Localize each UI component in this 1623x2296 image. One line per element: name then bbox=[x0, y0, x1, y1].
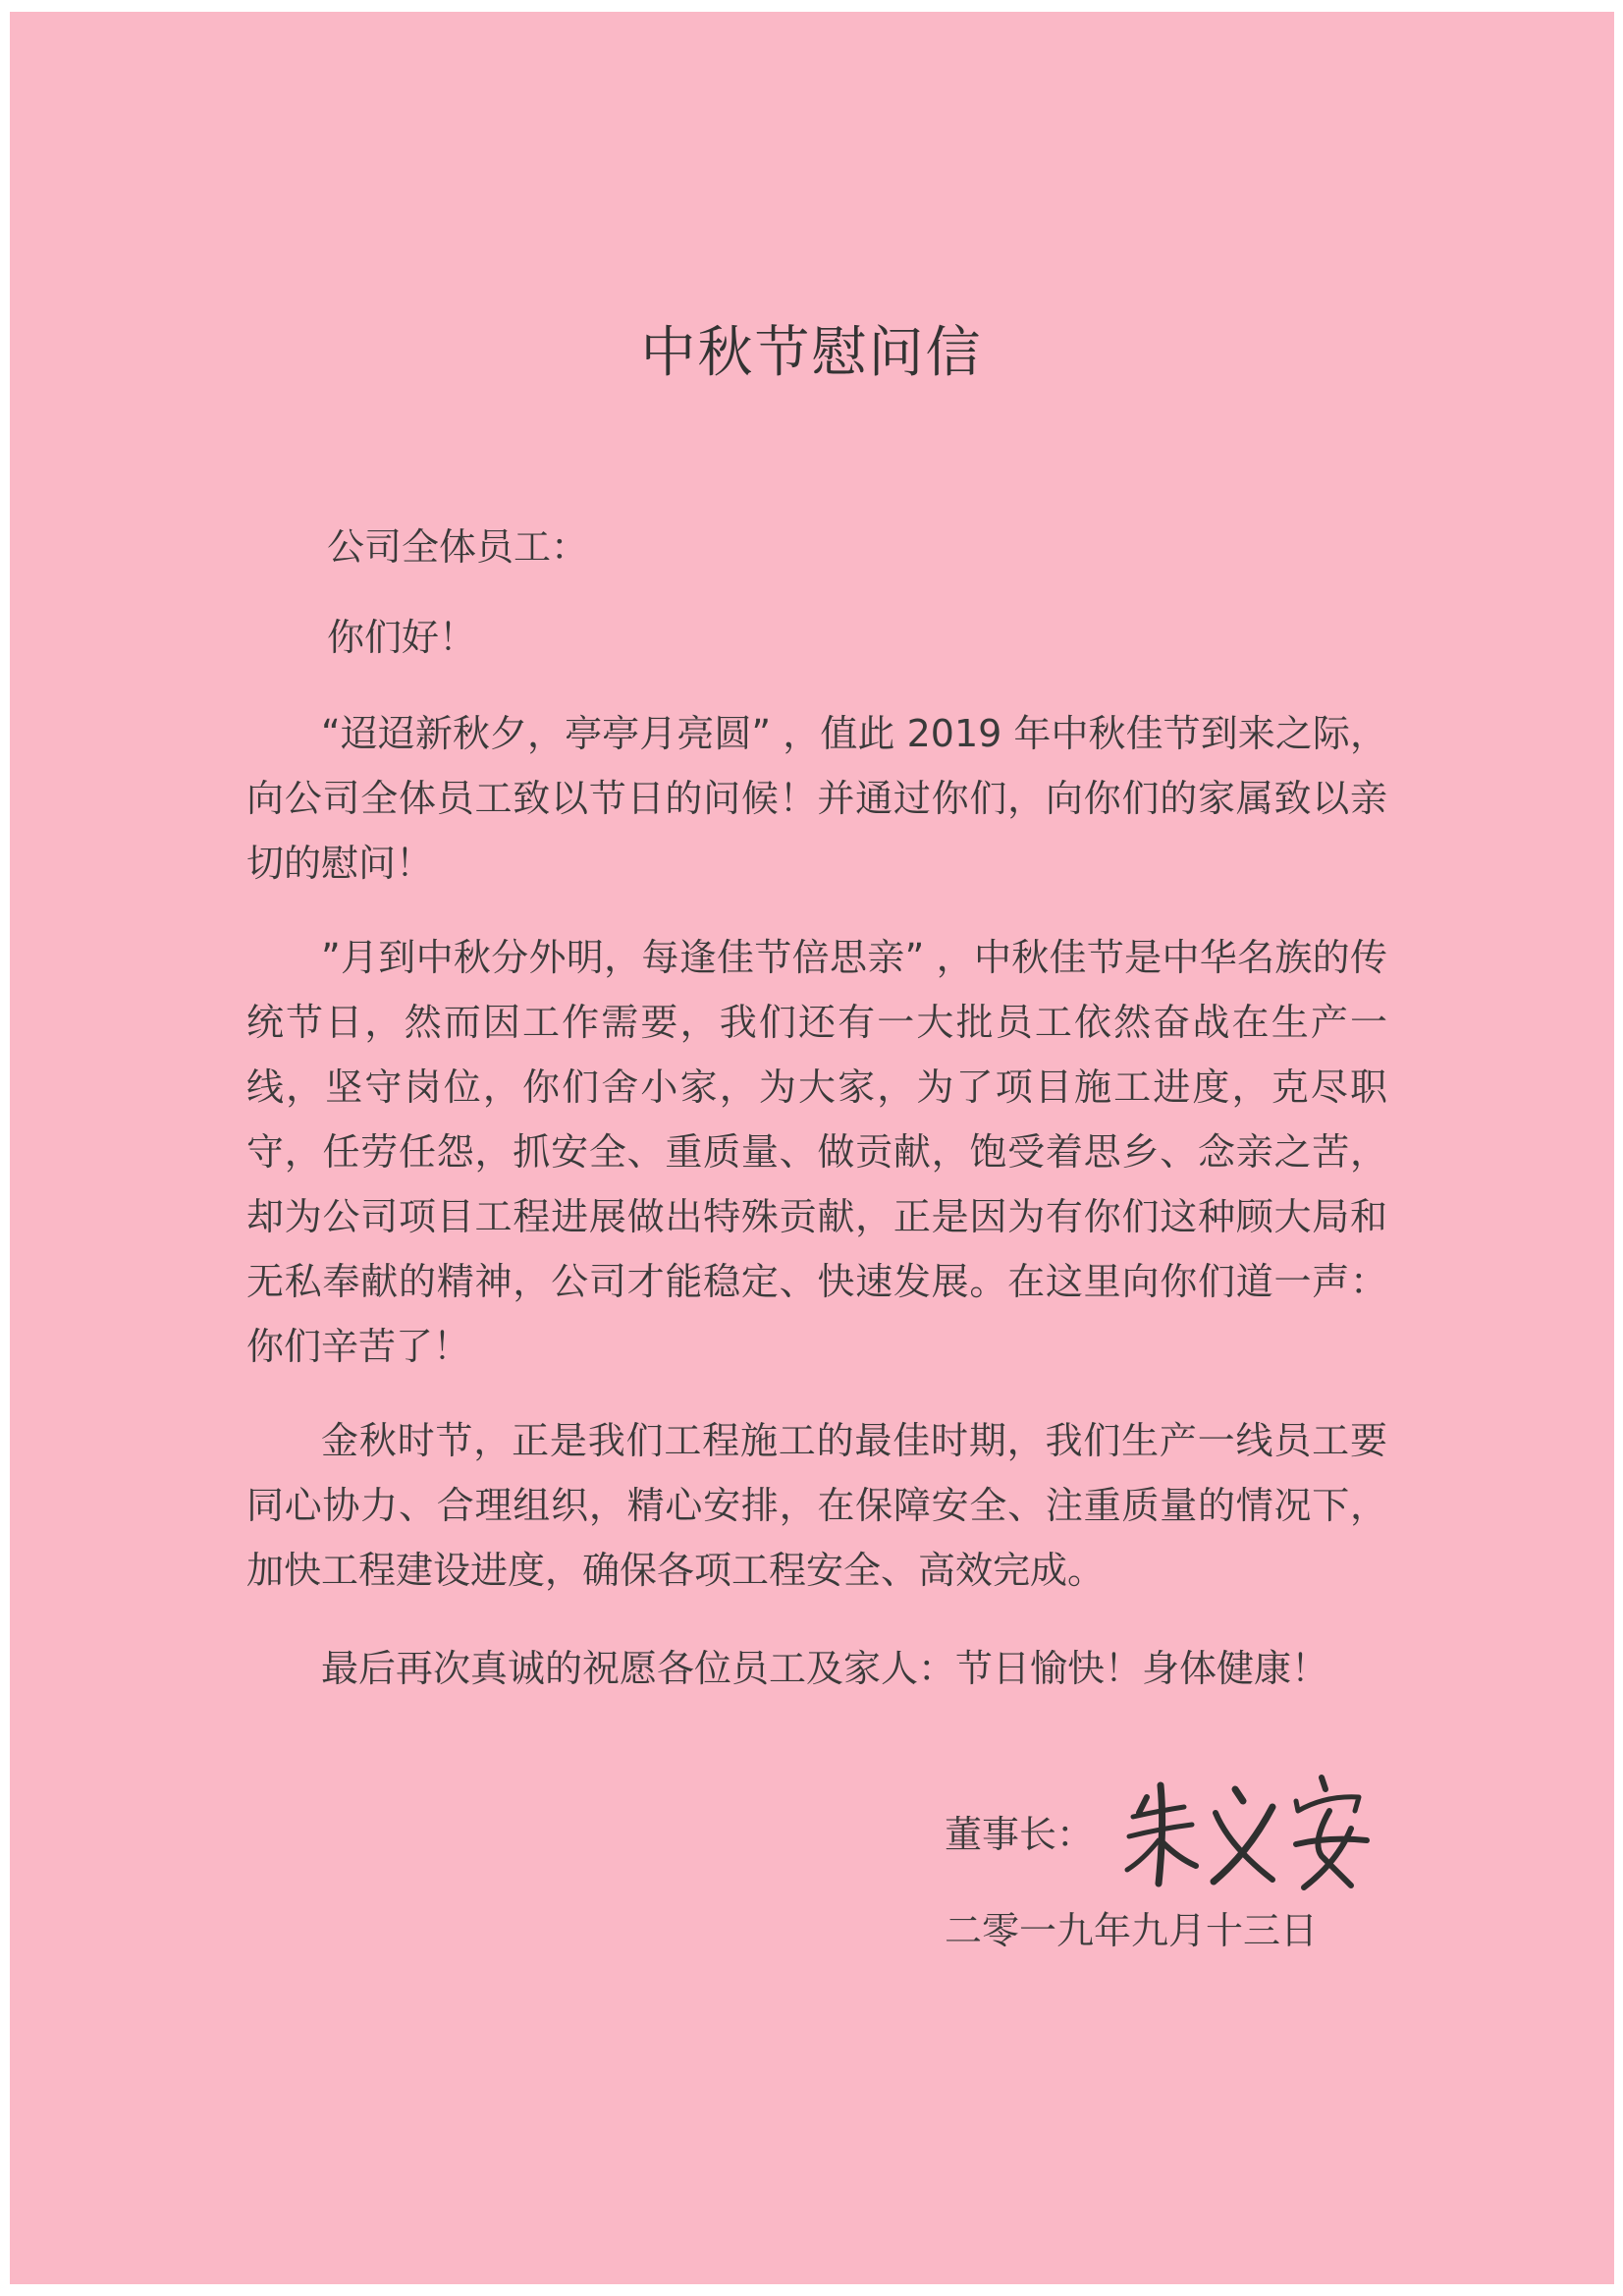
body-paragraph-2: ”月到中秋分外明，每逢佳节倍思亲” ，中秋佳节是中华名族的传统节日，然而因工作需要，我们还有一大批员工依然奋战在生产一线，坚守岗位，你们舍小家，为大家，为了项目施工进度，克尽职守，任劳任怨，抓安全、重质量、做贡献，饱受着思乡、念亲之苦，却为公司项目工程进展做出特殊贡献，正是因为有你们这种顾大局和无私奉献的精神，公司才能稳定、快速发展。在这里向你们道一声：你们辛苦了！ bbox=[246, 936, 1387, 1368]
letter-title: 中秋节慰问信 bbox=[640, 321, 983, 385]
signature-title: 董事长： bbox=[945, 1813, 1095, 1856]
body-paragraph-3: 金秋时节，正是我们工程施工的最佳时期，我们生产一线员工要同心协力、合理组织，精心安排，在保障安全、注重质量的情况下，加快工程建设进度，确保各项工程安全、高效完成。 bbox=[246, 1419, 1387, 1592]
salutation: 公司全体员工： bbox=[327, 525, 589, 569]
body-paragraph-1: “迢迢新秋夕，亭亭月亮圆” ，值此 2019 年中秋佳节到来之际，向公司全体员工致以节日的问候！并通过你们，向你们的家属致以亲切的慰问！ bbox=[246, 712, 1387, 885]
handwritten-signature bbox=[1119, 1768, 1375, 1895]
body-paragraph-4: 最后再次真诚的祝愿各位员工及家人：节日愉快！身体健康！ bbox=[321, 1647, 1329, 1690]
greeting: 你们好！ bbox=[327, 616, 477, 659]
letter-date: 二零一九年九月十三日 bbox=[945, 1909, 1319, 1952]
